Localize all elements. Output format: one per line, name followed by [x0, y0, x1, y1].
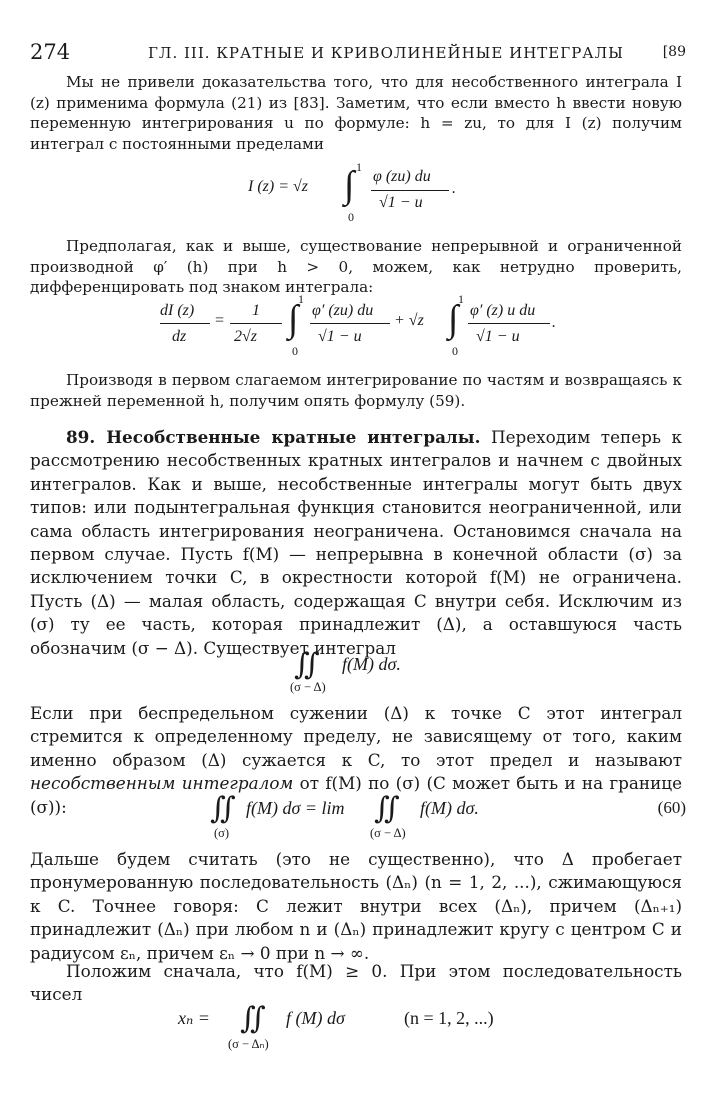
paragraph-1: Мы не привели доказательства того, что для несобственного интеграла I (z) применима формула (21) из [83]. Заметим, что если вместо h ввести новую переменную интегрирования u по формуле: h = zu, то для I (z) получим интеграл с постоянными пределами — [30, 73, 682, 153]
formula-4-lhs: f(M) dσ = lim — [246, 798, 345, 818]
double-integral-sign: ∬ — [210, 792, 236, 825]
paragraph-4-body: Переходим теперь к рассмотрению несобственных кратных интегралов и начнем с двойных интегралов. Как и выше, несобственные интегралы могут быть двух типов: или подынтегральная функция становится неограниченной, или сама область интегрирования неограничена. Остановимся сначала на первом случае. Пусть f(M) — непрерывна в конечной области (σ) за исключением точки C, в окрестности которой f(M) не ограничена. Пусть (Δ) — малая область, содержащая C внутри себя. Исключим из (σ) ту ее часть, которая принадлежит (Δ), а оставшуюся часть обозначим (σ − Δ). Существует интеграл — [30, 427, 682, 658]
formula-2-plus-term: + √z — [394, 312, 424, 329]
formula-1-lower-limit: 0 — [348, 210, 354, 224]
paragraph-6: Дальше будем считать (это не существенно), что Δ пробегает пронумерованную последовательность (Δₙ) (n = 1, 2, ...), сжимающуюся к C. Точнее говоря: C лежит внутри всех (Δₙ), причем (Δₙ₊₁) принадлежит (Δₙ) при любом n и (Δₙ) принадлежит кругу с центром C и радиусом εₙ, причем εₙ → 0 при n → ∞. — [30, 849, 682, 963]
double-integral-sign: ∬ — [240, 1002, 266, 1035]
formula-derivative — [160, 290, 560, 360]
formula-2-lhs-numerator: dI (z) — [160, 302, 195, 319]
formula-1-numerator: φ (zu) du — [373, 168, 431, 185]
running-title: ГЛ. III. КРАТНЫЕ И КРИВОЛИНЕЙНЫЕ ИНТЕГРАЛЫ — [148, 44, 624, 62]
double-integral-sign: ∬ — [374, 792, 400, 825]
paragraph-4 — [30, 426, 682, 660]
formula-5-range: (n = 1, 2, ...) — [404, 1008, 494, 1028]
formula-2-equals: = — [214, 312, 225, 329]
formula-2-lower-limit-1: 0 — [292, 344, 298, 358]
formula-4-rhs: f(M) dσ. — [420, 798, 479, 818]
fraction-bar — [468, 323, 550, 324]
integral-sign: ∫ — [448, 298, 459, 340]
integral-sign: ∫ — [344, 164, 355, 206]
formula-2-coef-numerator: 1 — [252, 302, 260, 319]
paragraph-7: Положим сначала, что f(M) ≥ 0. При этом последовательность чисел — [30, 961, 682, 1005]
section-heading: 89. Несобственные кратные интегралы. — [66, 427, 481, 447]
section-reference: [89 — [662, 44, 686, 60]
paragraph-5-text-b: от f(M) по (σ) (C может быть и на границе (σ)): — [30, 773, 682, 817]
fraction-bar — [230, 323, 282, 324]
page-number: 274 — [30, 40, 71, 64]
formula-2-lower-limit-2: 0 — [452, 344, 458, 358]
formula-sequence — [178, 1002, 548, 1056]
formula-2-upper-limit-1: 1 — [298, 292, 304, 306]
formula-2-denominator-2: √1 − u — [476, 328, 520, 345]
formula-1-end: . — [452, 180, 456, 197]
formula-3-integrand: f(M) dσ. — [342, 654, 401, 674]
formula-2-lhs-denominator: dz — [172, 328, 187, 345]
formula-5-region: (σ − Δₙ) — [228, 1037, 269, 1051]
formula-2-numerator-1: φ′ (zu) du — [312, 302, 374, 319]
equation-number: (60) — [657, 798, 686, 817]
formula-1-upper-limit: 1 — [356, 160, 362, 174]
fraction-bar — [160, 323, 210, 324]
formula-2-coef-denominator: 2√z — [234, 328, 258, 345]
formula-integral-substitution — [248, 160, 478, 230]
formula-1-denominator: √1 − u — [379, 194, 423, 211]
formula-1-lhs: I (z) = √z — [248, 178, 309, 195]
fraction-bar — [371, 190, 449, 191]
page-header — [30, 40, 686, 70]
paragraph-2: Предполагая, как и выше, существование непрерывной и ограниченной производной φ′ (h) при h > 0, можем, как нетрудно проверить, дифференцировать под знаком интеграла: — [30, 237, 682, 297]
formula-60 — [210, 792, 500, 842]
formula-2-denominator-1: √1 − u — [318, 328, 362, 345]
formula-double-integral — [290, 648, 440, 698]
formula-4-lhs-region: (σ) — [214, 826, 230, 840]
formula-4-rhs-region: (σ − Δ) — [370, 826, 406, 840]
formula-5-lhs: xₙ = — [178, 1008, 210, 1028]
integral-sign: ∫ — [288, 298, 299, 340]
paragraph-3: Производя в первом слагаемом интегрирование по частям и возвращаясь к прежней переменной h, получим опять формулу (59). — [30, 371, 682, 410]
formula-3-region: (σ − Δ) — [290, 680, 326, 694]
fraction-bar — [310, 323, 390, 324]
double-integral-sign: ∬ — [294, 648, 320, 681]
formula-2-numerator-2: φ′ (z) u du — [470, 302, 536, 319]
formula-5-integrand: f (M) dσ — [286, 1008, 345, 1028]
formula-2-end: . — [552, 314, 556, 331]
formula-2-upper-limit-2: 1 — [458, 292, 464, 306]
term-improper-integral: несобственным интегралом — [30, 773, 294, 794]
paragraph-5-text-a: Если при беспредельном сужении (Δ) к точке C этот интеграл стремится к определенному пределу, не зависящему от того, каким именно образом (Δ) сужается к C, то этот предел и называют — [30, 703, 682, 770]
